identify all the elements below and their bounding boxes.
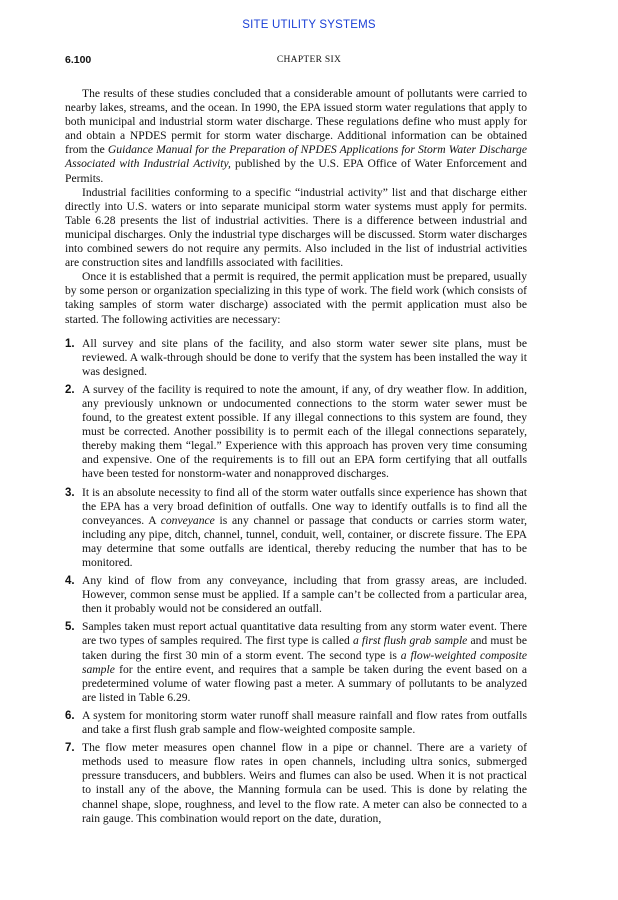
list-item xyxy=(65,741,527,826)
list-item-number: 4. xyxy=(65,575,75,588)
list-item-text-b: is any channel or passage that conducts or carries storm water, including any pipe, ditch, channel, tunnel, conduit, well, container, or discrete fissure. The EPA may determine that some outfalls are identical, thereby reducing the number that has to be monitored. xyxy=(82,513,527,569)
guidance-manual-title: Guidance Manual for the Preparation of NPDES Applications for Storm Water Discharge Associated with Industrial Activity, xyxy=(65,143,527,171)
list-item-text: A system for monitoring storm water runoff shall measure rainfall and flow rates from outfalls and take a first flush grab sample and flow-weighted composite sample. xyxy=(82,708,527,737)
list-item xyxy=(65,620,527,705)
list-item xyxy=(65,574,527,616)
body-text xyxy=(65,87,527,830)
first-flush-term: a first flush grab sample xyxy=(352,634,468,648)
page-number: 6.100 xyxy=(65,54,92,66)
paragraph-3: Once it is established that a permit is required, the permit application must be prepared, usually by some person or organization specializing in this type of work. The field work (which consists of taking samples of storm water discharge) associated with the permit application must also be started. The following activities are necessary: xyxy=(65,270,527,326)
conveyance-term: conveyance xyxy=(160,513,215,527)
list-item-text: All survey and site plans of the facility, and also storm water sewer site plans, must be reviewed. A walk-through should be done to verify that the system has been installed the way it was designed. xyxy=(82,336,527,378)
list-item-number: 7. xyxy=(65,742,75,755)
list-item-number: 5. xyxy=(65,621,75,634)
chapter-label: CHAPTER SIX xyxy=(276,55,342,65)
list-item-number: 3. xyxy=(65,486,75,499)
list-item xyxy=(65,709,527,737)
list-item-number: 1. xyxy=(65,337,75,350)
list-item-text: The flow meter measures open channel flow in a pipe or channel. There are a variety of methods used to measure flow rates in open channels, including ultra sonics, submerged pressure transducers, and bubblers. Weirs and flumes can also be used. When it is not practical to install any of the above, the Manning formula can be used. This is done by relating the channel shape, slope, roughness, and level to the flow rate. A meter can also be connected to a rain gauge. This combination would report on the date, duration, xyxy=(82,741,527,825)
list-item xyxy=(65,383,527,482)
list-item-text-b: and must be taken during the first 30 min of a storm event. The second type is xyxy=(82,634,528,662)
activities-list xyxy=(65,337,527,826)
list-item-text-a: It is an absolute necessity to find all of the storm water outfalls since experience has shown that the EPA has a very broad definition of outfalls. One way to identify outfalls is to find all the conveyances. A xyxy=(82,485,527,527)
list-item-text: Any kind of flow from any conveyance, including that from grassy areas, are included. However, common sense must be applied. If a sample can’t be collected from a particular area, then it probably would not be considered an outfall. xyxy=(82,574,527,616)
paragraph-2: Industrial facilities conforming to a specific “industrial activity” list and that discharge either directly into U.S. waters or into separate municipal storm water systems must apply for permits. Table 6.28 presents the list of industrial activities. There is a difference between industrial and municipal discharges. Only the industrial type discharges will be discussed. Storm water discharges into combined sewers do not require any permits. Also included in the list of industrial activities are construction sites and landfills associated with facilities. xyxy=(65,185,527,270)
list-item-number: 2. xyxy=(65,383,75,396)
list-item-text: A survey of the facility is required to note the amount, if any, of dry weather flow. In addition, any previously unknown or undocumented connections to the storm water sewer must be found, to the greatest extent possible. If any illegal connections to this system are found, they must be corrected. Another possibility is to permit each of the illegal connections separately, thereby making them “legal.” Experience with this approach has proven very time consuming and expensive. One of the requirements is to fill out an EPA form certifying that all outfalls have been tested for nonstorm-water and nonapproved discharges. xyxy=(82,382,527,481)
flow-weighted-term: a flow-weighted composite sample xyxy=(82,648,528,676)
list-item-text-a: Samples taken must report actual quantitative data resulting from any storm water event. There are two types of samples required. The first type is called xyxy=(82,620,527,648)
list-item-number: 6. xyxy=(65,709,75,722)
paragraph-1-text-a: The results of these studies concluded that a considerable amount of pollutants were carried to nearby lakes, streams, and the ocean. In 1990, the EPA issued storm water regulations that apply to both municipal and industrial storm water discharge. These regulations define who must apply for and obtain a NPDES permit for storm water discharge. Additional information can be obtained from the xyxy=(65,87,527,157)
paragraph-1 xyxy=(65,87,527,186)
paragraph-1-text-b: published by the U.S. EPA Office of Water Enforcement and Permits. xyxy=(65,157,527,185)
running-head: SITE UTILITY SYSTEMS xyxy=(242,19,376,31)
list-item xyxy=(65,486,527,571)
list-item xyxy=(65,337,527,379)
list-item-text-c: for the entire event, and requires that a sample be taken during the event based on a predetermined volume of water flowing past a meter. A summary of pollutants to be analyzed are listed in Table 6.29. xyxy=(82,662,527,704)
